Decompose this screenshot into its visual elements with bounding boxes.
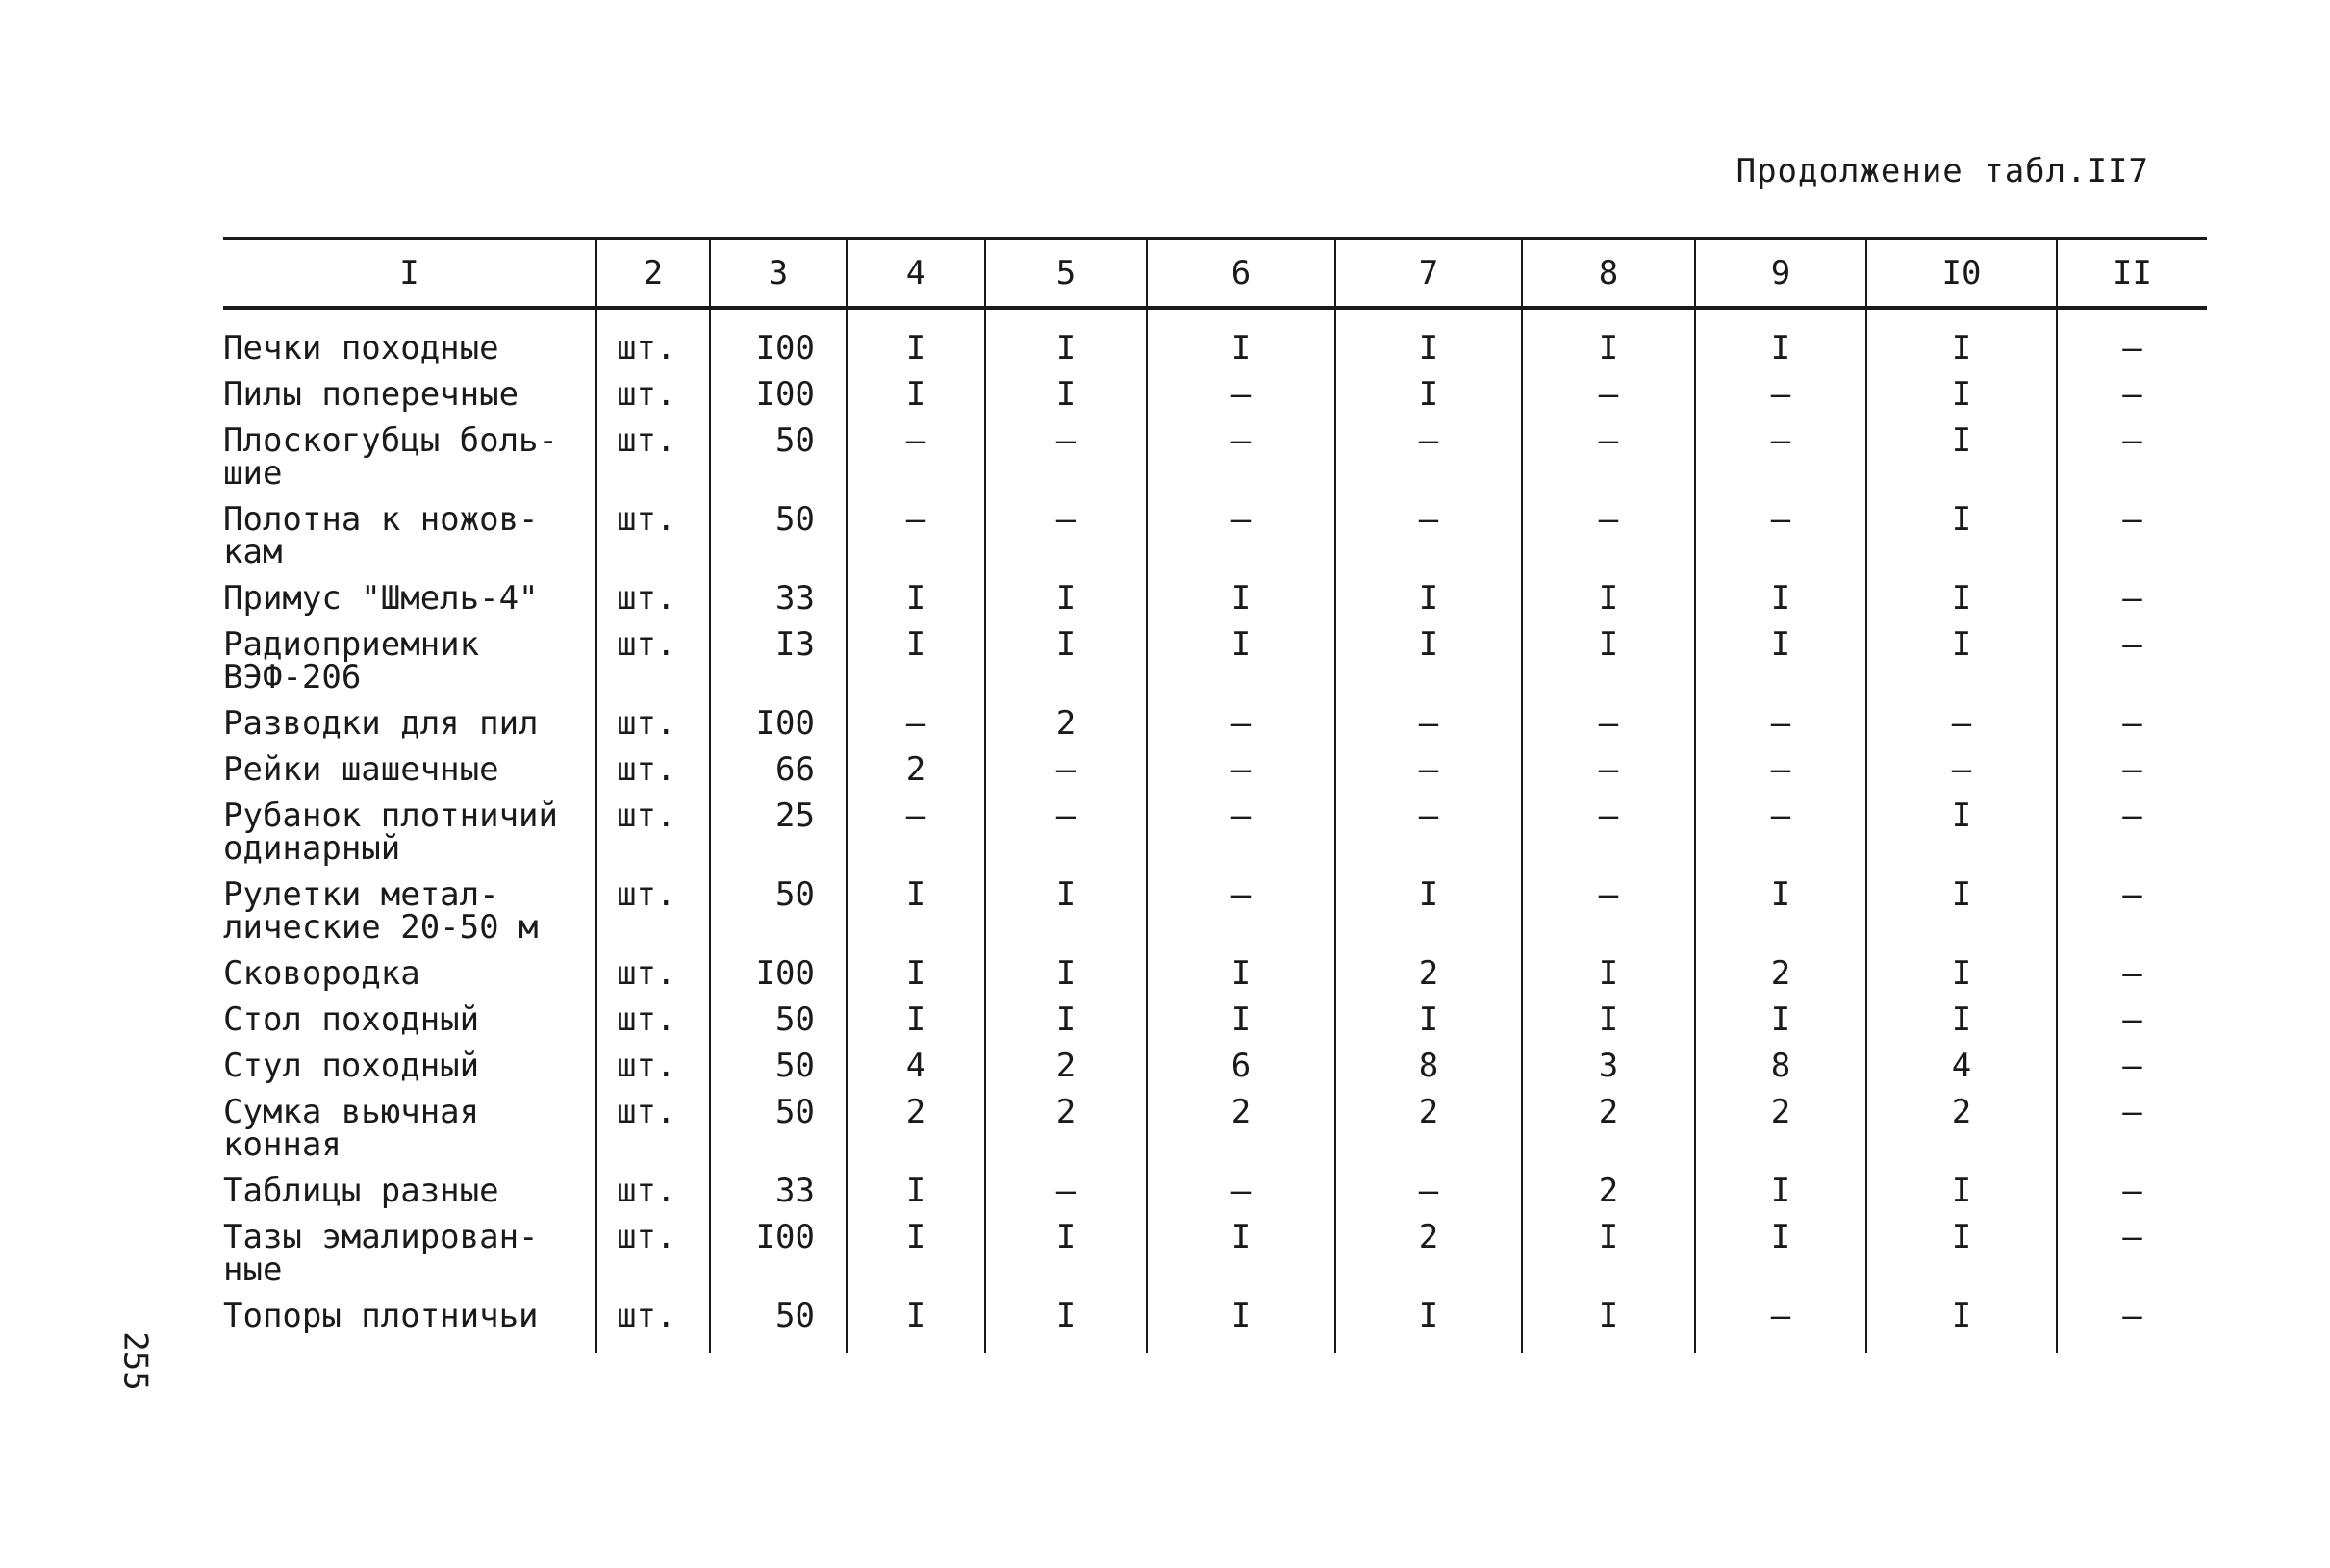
item-name: Сковородка [223,954,420,993]
value-cell: I [847,371,985,417]
value-cell: I [1335,575,1522,621]
item-name: Рейки шашечные [223,750,499,789]
value-cell: – [2057,872,2207,950]
value-cell: – [2057,371,2207,417]
value-cell: – [2057,496,2207,575]
value-cell: – [2057,1168,2207,1214]
value-cell: – [985,793,1147,872]
value-cell: – [2057,746,2207,793]
value-cell: 4 [847,1043,985,1089]
unit-cell: шт. [596,997,710,1043]
unit-cell: шт. [596,872,710,950]
value-cell: – [1695,793,1866,872]
column-header: II [2057,239,2207,308]
value-cell: – [847,417,985,496]
value-cell: I [1866,793,2057,872]
equipment-table [223,237,2207,1353]
quantity-cell: I00 [710,950,847,997]
value-cell: – [2057,1089,2207,1168]
value-cell: I [985,371,1147,417]
table-row [223,1089,2207,1168]
quantity-cell: 50 [710,496,847,575]
column-header: 5 [985,239,1147,308]
value-cell: 2 [985,700,1147,746]
table-row [223,700,2207,746]
unit-cell: шт. [596,746,710,793]
value-cell: – [847,496,985,575]
value-cell: I [1147,325,1335,371]
column-header: 9 [1695,239,1866,308]
table-row [223,793,2207,872]
value-cell: – [2057,1293,2207,1353]
value-cell: 6 [1147,1043,1335,1089]
table-row [223,950,2207,997]
value-cell: 2 [847,746,985,793]
value-cell: I [1335,371,1522,417]
column-header: I [223,239,596,308]
value-cell: I [1866,1168,2057,1214]
value-cell: I [1147,950,1335,997]
table-row [223,325,2207,371]
value-cell: – [2057,950,2207,997]
column-header: I0 [1866,239,2057,308]
value-cell: – [2057,325,2207,371]
unit-cell: шт. [596,417,710,496]
value-cell: I [847,872,985,950]
value-cell: I [1335,872,1522,950]
item-name: Радиоприемник ВЭФ-206 [223,625,480,696]
column-header: 3 [710,239,847,308]
value-cell: – [1147,1168,1335,1214]
quantity-cell: I00 [710,325,847,371]
value-cell: – [1695,746,1866,793]
table-row [223,1168,2207,1214]
table-row [223,496,2207,575]
value-cell: – [1335,793,1522,872]
value-cell: I [985,621,1147,700]
value-cell: I [1866,417,2057,496]
unit-cell: шт. [596,1043,710,1089]
column-header: 7 [1335,239,1522,308]
value-cell: I [847,997,985,1043]
value-cell: I [1522,1293,1695,1353]
value-cell: – [1335,496,1522,575]
item-name: Таблицы разные [223,1172,499,1210]
value-cell: I [985,575,1147,621]
value-cell: – [1335,746,1522,793]
value-cell: I [1522,621,1695,700]
value-cell: I [847,575,985,621]
value-cell: – [1866,700,2057,746]
value-cell: I [1695,872,1866,950]
unit-cell: шт. [596,700,710,746]
value-cell: – [985,417,1147,496]
value-cell: 8 [1695,1043,1866,1089]
value-cell: – [2057,621,2207,700]
value-cell: – [1335,700,1522,746]
value-cell: – [985,746,1147,793]
value-cell: – [1335,1168,1522,1214]
quantity-cell: 50 [710,1043,847,1089]
value-cell: I [1522,575,1695,621]
value-cell: 3 [1522,1043,1695,1089]
unit-cell: шт. [596,621,710,700]
value-cell: I [1866,997,2057,1043]
value-cell: – [847,700,985,746]
value-cell: I [1335,997,1522,1043]
value-cell: – [1695,417,1866,496]
value-cell: I [985,997,1147,1043]
quantity-cell: 50 [710,1089,847,1168]
quantity-cell: 66 [710,746,847,793]
value-cell: – [1147,872,1335,950]
quantity-cell: I00 [710,371,847,417]
value-cell: 2 [1147,1089,1335,1168]
value-cell: 2 [1335,1214,1522,1293]
unit-cell: шт. [596,496,710,575]
value-cell: – [985,1168,1147,1214]
item-name: Топоры плотничьи [223,1297,539,1335]
value-cell: I [1866,872,2057,950]
column-header: 6 [1147,239,1335,308]
item-name: Рулетки метал- лические 20-50 м [223,875,539,947]
quantity-cell: 50 [710,417,847,496]
item-name: Плоскогубцы боль- шие [223,421,558,493]
quantity-cell: 50 [710,872,847,950]
value-cell: I [847,950,985,997]
value-cell: I [847,1293,985,1353]
table-row [223,872,2207,950]
value-cell: – [1147,746,1335,793]
value-cell: – [1866,746,2057,793]
value-cell: I [1866,621,2057,700]
value-cell: I [1695,1168,1866,1214]
item-name: Стул походный [223,1047,480,1085]
value-cell: I [985,1214,1147,1293]
table-row [223,417,2207,496]
value-cell: I [1335,621,1522,700]
value-cell: I [847,1168,985,1214]
unit-cell: шт. [596,1089,710,1168]
value-cell: I [1695,575,1866,621]
value-cell: – [1695,700,1866,746]
value-cell: I [1695,325,1866,371]
value-cell: – [2057,1043,2207,1089]
value-cell: – [1147,371,1335,417]
value-cell: I [1147,1293,1335,1353]
value-cell: I [1866,371,2057,417]
value-cell: I [1147,997,1335,1043]
value-cell: I [985,1293,1147,1353]
value-cell: I [1866,1293,2057,1353]
item-name: Тазы эмалирован- ные [223,1218,539,1289]
value-cell: 2 [847,1089,985,1168]
header-row [223,239,2207,308]
value-cell: 2 [1695,950,1866,997]
item-name: Полотна к ножов- кам [223,500,539,571]
value-cell: I [1866,325,2057,371]
item-name: Сумка вьючная конная [223,1093,480,1164]
value-cell: 2 [1866,1089,2057,1168]
value-cell: – [847,793,985,872]
value-cell: – [2057,575,2207,621]
table-body [223,308,2207,1353]
value-cell: I [1522,997,1695,1043]
value-cell: I [985,872,1147,950]
value-cell: – [1522,872,1695,950]
quantity-cell: I00 [710,1214,847,1293]
value-cell: – [2057,417,2207,496]
value-cell: 2 [1335,950,1522,997]
value-cell: – [1695,1293,1866,1353]
value-cell: I [1147,621,1335,700]
quantity-cell: 33 [710,1168,847,1214]
table-row [223,746,2207,793]
value-cell: – [1335,417,1522,496]
item-name: Печки походные [223,329,499,367]
table-row [223,1293,2207,1353]
table-row [223,1043,2207,1089]
value-cell: 2 [985,1043,1147,1089]
unit-cell: шт. [596,950,710,997]
value-cell: I [1335,325,1522,371]
item-name: Пилы поперечные [223,375,519,414]
value-cell: – [1522,793,1695,872]
quantity-cell: I3 [710,621,847,700]
value-cell: – [1147,700,1335,746]
value-cell: – [1147,417,1335,496]
item-name: Рубанок плотничий одинарный [223,797,558,868]
quantity-cell: I00 [710,700,847,746]
value-cell: 2 [1522,1168,1695,1214]
value-cell: 2 [1695,1089,1866,1168]
quantity-cell: 33 [710,575,847,621]
value-cell: I [1866,496,2057,575]
value-cell: – [2057,997,2207,1043]
unit-cell: шт. [596,325,710,371]
value-cell: – [1695,371,1866,417]
value-cell: 4 [1866,1043,2057,1089]
quantity-cell: 25 [710,793,847,872]
value-cell: 2 [1522,1089,1695,1168]
column-header: 8 [1522,239,1695,308]
column-header: 2 [596,239,710,308]
value-cell: I [1866,950,2057,997]
unit-cell: шт. [596,1214,710,1293]
value-cell: I [1866,1214,2057,1293]
unit-cell: шт. [596,371,710,417]
value-cell: I [847,325,985,371]
value-cell: I [1522,325,1695,371]
value-cell: 8 [1335,1043,1522,1089]
quantity-cell: 50 [710,1293,847,1353]
value-cell: I [1335,1293,1522,1353]
value-cell: – [1522,746,1695,793]
value-cell: I [1695,621,1866,700]
unit-cell: шт. [596,575,710,621]
quantity-cell: 50 [710,997,847,1043]
item-name: Стол походный [223,1000,480,1039]
page-number: 255 [115,1331,155,1391]
value-cell: I [847,1214,985,1293]
value-cell: I [1522,950,1695,997]
unit-cell: шт. [596,793,710,872]
table-row [223,621,2207,700]
value-cell: I [985,950,1147,997]
value-cell: I [1695,1214,1866,1293]
table-row [223,371,2207,417]
value-cell: – [2057,700,2207,746]
value-cell: – [1695,496,1866,575]
value-cell: – [1522,417,1695,496]
value-cell: – [2057,793,2207,872]
value-cell: 2 [1335,1089,1522,1168]
value-cell: I [1866,575,2057,621]
value-cell: – [985,496,1147,575]
table-row [223,1214,2207,1293]
table-caption: Продолжение табл.II7 [1735,152,2149,190]
value-cell: – [1522,371,1695,417]
value-cell: I [847,621,985,700]
unit-cell: шт. [596,1293,710,1353]
item-name: Примус "Шмель-4" [223,579,539,618]
value-cell: – [1147,496,1335,575]
value-cell: I [1147,575,1335,621]
unit-cell: шт. [596,1168,710,1214]
value-cell: – [1522,700,1695,746]
item-name: Разводки для пил [223,704,539,743]
value-cell: 2 [985,1089,1147,1168]
column-header: 4 [847,239,985,308]
value-cell: I [1522,1214,1695,1293]
value-cell: – [1147,793,1335,872]
value-cell: I [985,325,1147,371]
value-cell: – [1522,496,1695,575]
value-cell: – [2057,1214,2207,1293]
value-cell: I [1695,997,1866,1043]
table-row [223,575,2207,621]
table-row [223,997,2207,1043]
value-cell: I [1147,1214,1335,1293]
